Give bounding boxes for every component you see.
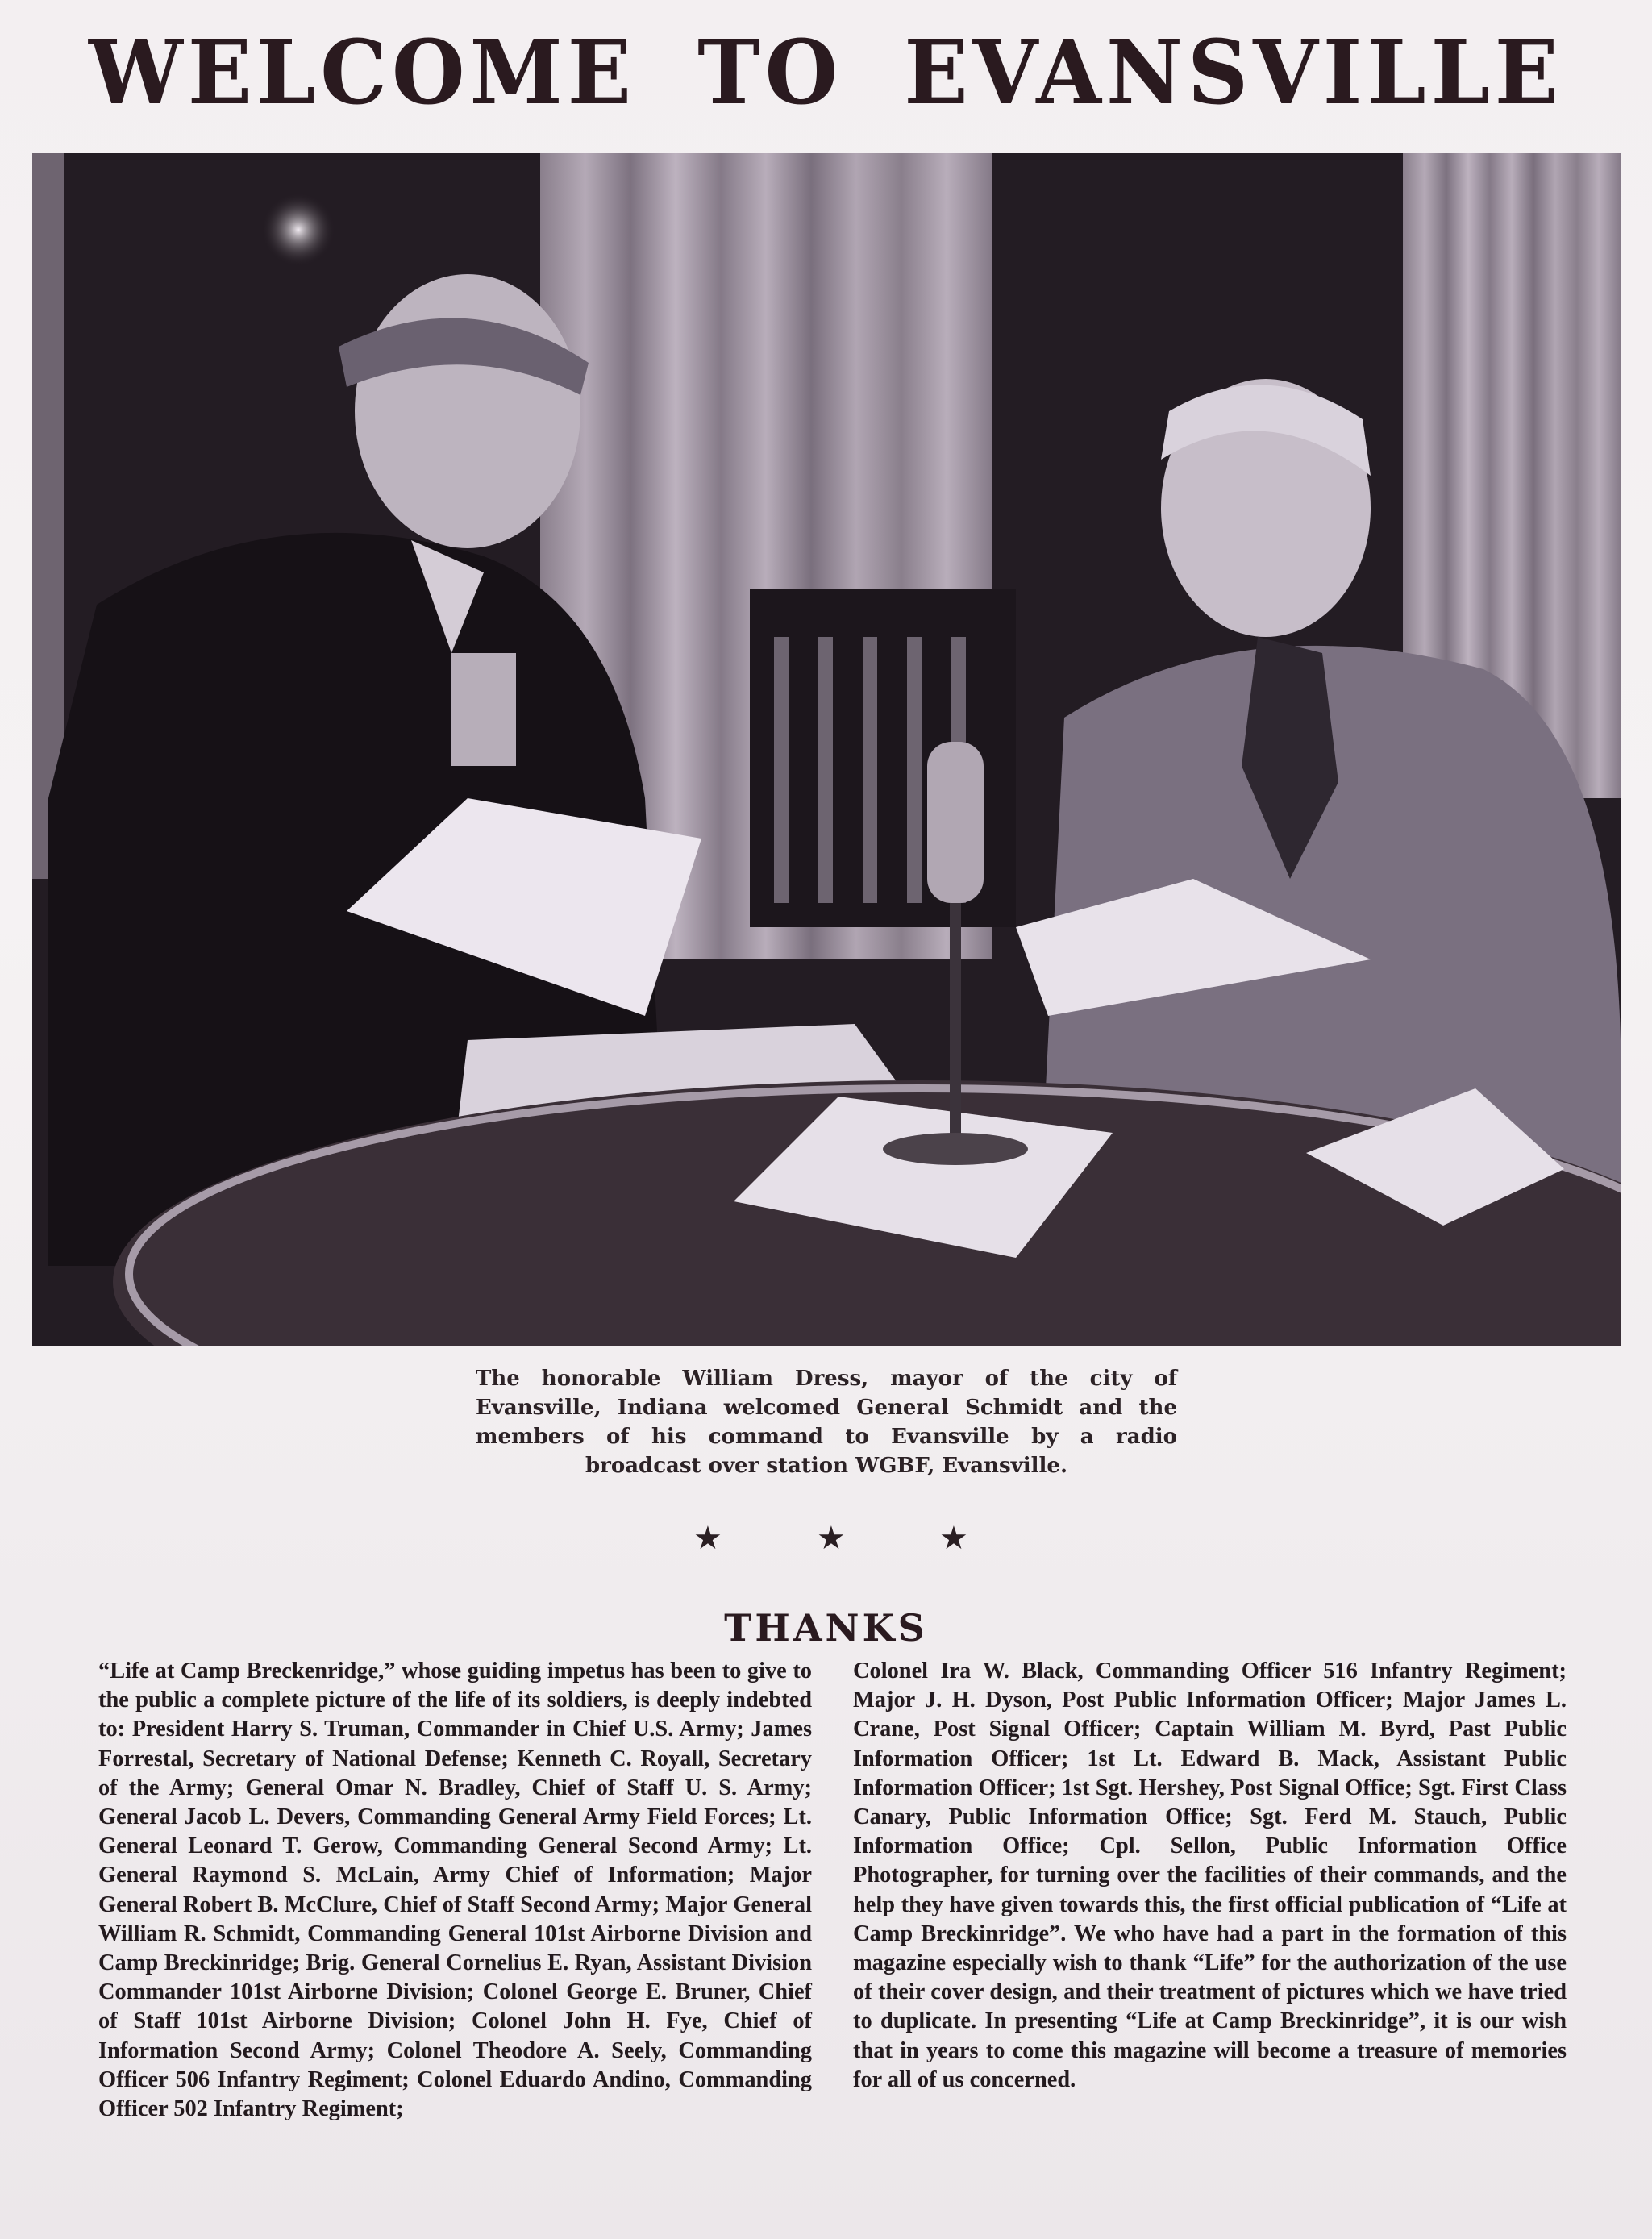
thanks-right-text: Colonel Ira W. Black, Commanding Officer 516 Infantry Regiment; Major J. H. Dyson, Post Public Information Officer; Major James L. Crane, Post Signal Officer; Captain William M. Byrd, Past Public Information Officer; 1st Lt. Edward B. Mack, Assistant Public Information Officer; 1st Sgt. Hershey, Post Signal Office; Sgt. First Class Canary, Public Information Office; Sgt. Ferd M. Stauch, Public Information Office; Cpl. Sellon, Public Information Office Photographer, for turning over the facilities of their commands, and the help they have given towards this, the first official publication of “Life at Camp Breckinridge”. We who have had a part in the formation of this magazine especially wish to thank “Life” for the authorization of the use of their cover design, and their treatment of pictures which we have tried to duplicate. In presenting “Life at Camp Breckinridge”, it is our wish that in years to come this magazine will become a treasure of memories for all of us concerned.: [853, 1658, 1567, 2092]
star-icon: ★: [693, 1520, 722, 1557]
star-divider: [0, 1520, 1652, 1557]
photograph-icon: [32, 153, 1621, 1346]
page-title: WELCOME TO EVANSVILLE: [89, 19, 1563, 125]
thanks-heading: THANKS: [724, 1606, 928, 1650]
star-icon: ★: [817, 1520, 846, 1557]
star-icon: ★: [939, 1520, 968, 1557]
photograph-mayor-and-general: [32, 153, 1621, 1346]
thanks-right-column: [853, 1657, 1567, 2095]
caption-text: The honorable William Dress, mayor of the city of Evansville, Indiana welcomed General Schmidt and the members of his command to Evansville by a radio broadcast over station WGBF, Evansville.: [476, 1367, 1177, 1478]
thanks-left-text: “Life at Camp Breckenridge,” whose guiding impetus has been to give to the public a complete picture of the life of its soldiers, is deeply indebted to: President Harry S. Truman, Commander in Chief U.S. Army; James Forrestal, Secretary of National Defense; Kenneth C. Royall, Secretary of the Army; General Omar N. Bradley, Chief of Staff U. S. Army; General Jacob L. Devers, Commanding General Army Field Forces; Lt. General Leonard T. Gerow, Commanding General Second Army; Lt. General Raymond S. McLain, Army Chief of Information; Major General Robert B. McClure, Chief of Staff Second Army; Major General William R. Schmidt, Commanding General 101st Airborne Division and Camp Breckinridge; Brig. General Cornelius E. Ryan, Assistant Division Commander 101st Airborne Division; Colonel George E. Bruner, Chief of Staff 101st Airborne Division; Colonel John H. Fye, Chief of Information Second Army; Colonel Theodore A. Seely, Commanding Officer 506 Infantry Regiment; Colonel Eduardo Andino, Commanding Officer 502 Infantry Regiment;: [98, 1658, 812, 2122]
thanks-left-column: [98, 1657, 812, 2124]
photo-caption: [476, 1364, 1177, 1480]
